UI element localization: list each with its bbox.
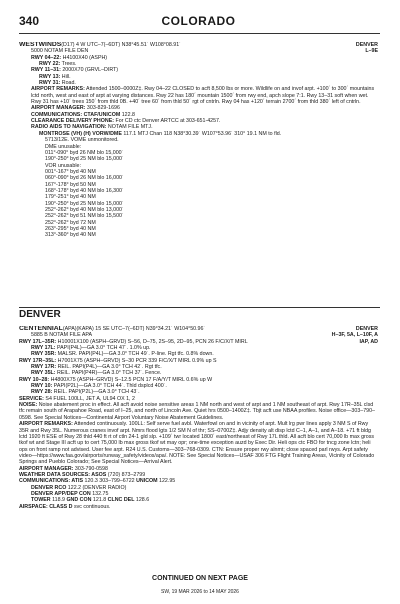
vor-unusable-item: 179°-251° byd 40 NM — [45, 194, 96, 201]
city-heading: DENVER — [19, 309, 61, 320]
runway-line: RWY 11–31: 2000X70 (GRVL–DIRT) — [31, 67, 119, 74]
vor-unusable-item: 313°-360° byd 40 NM — [45, 232, 96, 239]
runway-line: RWY 17L–35R: H10001X100 (ASPH–GRVD) S–56, D–75, 2S–95, 2D–95, PCN 26 F/C/X/T MIRL — [19, 338, 248, 345]
chart-ref: H–3F, 5A, L–10F, A — [331, 332, 378, 339]
vor-unusable-item: 001°-167° byd 40 NM — [45, 168, 96, 175]
continued-notice: CONTINUED ON NEXT PAGE — [152, 575, 248, 582]
runway-line: RWY 35L: REIL. PAPI(P4R)—GA 3.0° TCH 37´. Fence. — [31, 370, 162, 377]
frequency-line: DENVER APP/DEP CON 132.75 — [31, 490, 109, 497]
communications: COMMUNICATIONS: ATIS 120.3 303–799–6722 UNICOM 122.95 — [19, 478, 176, 485]
airport-location: (APA)(KAPA) 15 SE UTC–7(–6DT) N39°34.21´ W104°50.96´ — [62, 326, 206, 332]
runway-line: RWY 10: PAPI(P2L)—GA 3.0° TCH 44´. Thld dsplcd 400´. — [31, 383, 167, 390]
airport-name: WESTWINDS — [19, 42, 62, 48]
chart-ref: DENVER — [355, 326, 378, 332]
runway-line: RWY 17L: PAPI(P4L)—GA 3.0° TCH 47´. 1.0% up. — [31, 345, 151, 352]
header-rule — [19, 33, 380, 34]
weather-sources: WEATHER DATA SOURCES: ASOS (720) 873–2799 — [19, 471, 146, 478]
vor-unusable-item: 252°-262° byd 40 NM blo 13,000´ — [45, 206, 124, 213]
runway-line: RWY 13: Hill. — [39, 73, 71, 80]
runway-line: RWY 10–28: H4800X75 (ASPH–GRVD) S–12.5 PCN 17 F/A/Y/T MIRL 0.6% up W — [19, 376, 213, 383]
vor-header: MONTROSE (VH) (H) VORW/DME 117.1 MTJ Chan 118 N38°30.39´ W107°53.96´ 310° 19.1 NM to fld. — [39, 130, 282, 137]
dme-unusable-item: 011°-090° byd 26 NM blo 15,000´ — [45, 149, 124, 156]
airport-manager: AIRPORT MANAGER: 303-829-1696 — [31, 105, 120, 112]
runway-line: RWY 04–22: H4100X40 (ASPH) — [31, 54, 108, 61]
centennial-entry — [19, 326, 378, 510]
service-line: SERVICE: S4 FUEL 100LL, JET A, UL94 OX 1, 2 — [19, 395, 135, 402]
vor-unusable-item: 168°-178° byd 40 NM blo 16,300´ — [45, 187, 124, 194]
dme-unusable-label: DME unusable: — [45, 143, 82, 150]
runway-line: RWY 31: Road. — [39, 80, 76, 87]
runway-line: RWY 17R: REIL. PAPI(P4L)—GA 3.0° TCH 42´. Rgt tfc. — [31, 364, 162, 371]
airport-name: CENTENNIAL — [19, 326, 63, 332]
runway-line: RWY 17R–35L: H7001X75 (ASPH–GRVD) S–30 PCR 339 F/C/X/T MIRL 0.9% up S — [19, 357, 217, 364]
chart-ref: IAP, AD — [359, 338, 378, 345]
frequency-line: DENVER RCO 122.2 (DENVER RADIO) — [31, 484, 127, 491]
airport-manager: AIRPORT MANAGER: 303-790-0598 — [19, 465, 108, 472]
effective-dates: SW, 19 MAR 2026 to 14 MAY 2026 — [161, 589, 239, 595]
elevation-notam: 5885 B NOTAM FILE APA — [31, 332, 93, 339]
frequency-line: TOWER 118.9 GND CON 121.8 CLNC DEL 128.6 — [31, 497, 150, 504]
runway-line: RWY 28: REIL. PAPI(P2L)—GA 3.0° TCH 43´. — [31, 389, 140, 396]
vor-info: 5713/12E. VOME unmonitored. — [45, 137, 119, 144]
airport-remarks: AIRPORT REMARKS: Attended 1500–0000Z‡. Rwy 04–22 CLOSED to acft 8,500 lbs or more. Wildlife on and invof arpt. +100´ to 300´ mountains lctd north, west and east of arpt at varying distances. Rwy 22 has 180´ mountain 1500´ from rwy end, apch slope 7:1. Rwy 13–31 soft when wet. Rwy 31 has +10´ trees 150´ from thld 0B. +40´ tree 60´ from thld 50´ rgt of cntrln. Rwy 04 has +120´ terrain 2700´ from thld 380´ left of cntrln. — [31, 86, 375, 106]
page-number: 340 — [19, 14, 40, 28]
vor-unusable-item: 263°-295° byd 40 NM — [45, 225, 96, 232]
vor-unusable-item: 167°-178° byd 50 NM — [45, 181, 96, 188]
vor-unusable-item: 190°-250° byd 25 NM blo 15,000´ — [45, 200, 124, 207]
radio-aids: RADIO AIDS TO NAVIGATION: NOTAM FILE MTJ. — [31, 124, 153, 131]
vor-unusable-label: VOR unusable: — [45, 162, 81, 169]
state-title: COLORADO — [161, 14, 236, 28]
page-header — [19, 14, 378, 30]
elevation-notam: 5000 NOTAM FILE DEN — [31, 48, 89, 55]
vor-unusable-item: 252°-262° byd 51 NM blo 15,500´ — [45, 213, 124, 220]
chart-ref: DENVER — [355, 42, 378, 48]
airspace-line: AIRSPACE: CLASS D svc continuous. — [19, 503, 111, 510]
chart-ref: L–9E — [365, 48, 378, 55]
westwinds-entry — [19, 42, 378, 239]
vor-unusable-item: 252°-262° byd 72 NM — [45, 219, 96, 226]
runway-line: RWY 35R: MALSR. PAPI(P4L)—GA 3.0° TCH 49´. P-line. Rgt tfc. 0.8% down. — [31, 351, 214, 358]
dme-unusable-item: 190°-250° byd 25 NM blo 15,000´ — [45, 156, 124, 163]
airport-location: (D17) 4 W UTC–7(–6DT) N38°45.51´ W108°08.91´ — [61, 42, 181, 48]
airport-remarks: AIRPORT REMARKS: Attended continuously. 100LL: Self serve fuel avbl. Waterfowl on and in vicinity of arpt. Mult lrg pwr lines apply 3 NM S of Rwy 35R and Rwy 35L. Numerous cranes invof arpt. Nmrs flood lgts 1/2 SM N of thr; SS–0700Z‡. Adjy density alt disp lctd C–1, A–1, and A–18. +71 ft bldg lctd 1920 ft ESE of Rwy 28 thld 440 ft rt of ctln 24-1 gld slp. +109´ twr located 1800´ east/northeast of Rwy 17L thld. All acft blo cert 70,000 lb max gross tkof wt and Stage III acft up to cert 75,000 lb max gross tkof wt may opr; one-time exception auzd by Exec Dir. Heli ops ctc FBO for tncg zone lctn; heli ops on front ramp not advised. User fee arpt. R24 U.S. Customs—303–768-0309. CTN: Ensure proper rwy alnmt; close spaced parl rwys. Arpt safety video—https://www.faa.gov/airports/runway_safety/videos/apa/. NOTE: See Special Notices—USAF 306 FTG Flight Training Areas, Vicinity of Colorado Springs and Pueblo Colorado; See Special Notices—Arrival Alert. — [19, 421, 375, 466]
runway-line: RWY 22: Trees. — [39, 61, 77, 68]
section-rule — [19, 307, 380, 308]
noise-remarks: NOISE: Noise abatement proc in effect. All acft avoid noise sensitive areas 1 NM north and west of arpt and 1 NM southeast of arpt. Rwy 17R–35L clsd tfc remain south of Arapahoe Road, east of I–25, and north of Lincoln Ave. Quiet hrs 0500–1400Z‡. Tbjt acft use NBAA profiles. Noise office—303–790–0598. See Special Notices—Continental Airport Voluntary Noise Abatement Guidelines. — [19, 402, 376, 421]
communications: COMMUNICATIONS: CTAF/UNICOM 122.8 — [31, 111, 135, 118]
vor-unusable-item: 060°-090° byd 26 NM blo 16,000´ — [45, 175, 124, 182]
clearance-delivery: CLEARANCE DELIVERY PHONE: For CD ctc Denver ARTCC at 303-651-4257. — [31, 118, 221, 125]
